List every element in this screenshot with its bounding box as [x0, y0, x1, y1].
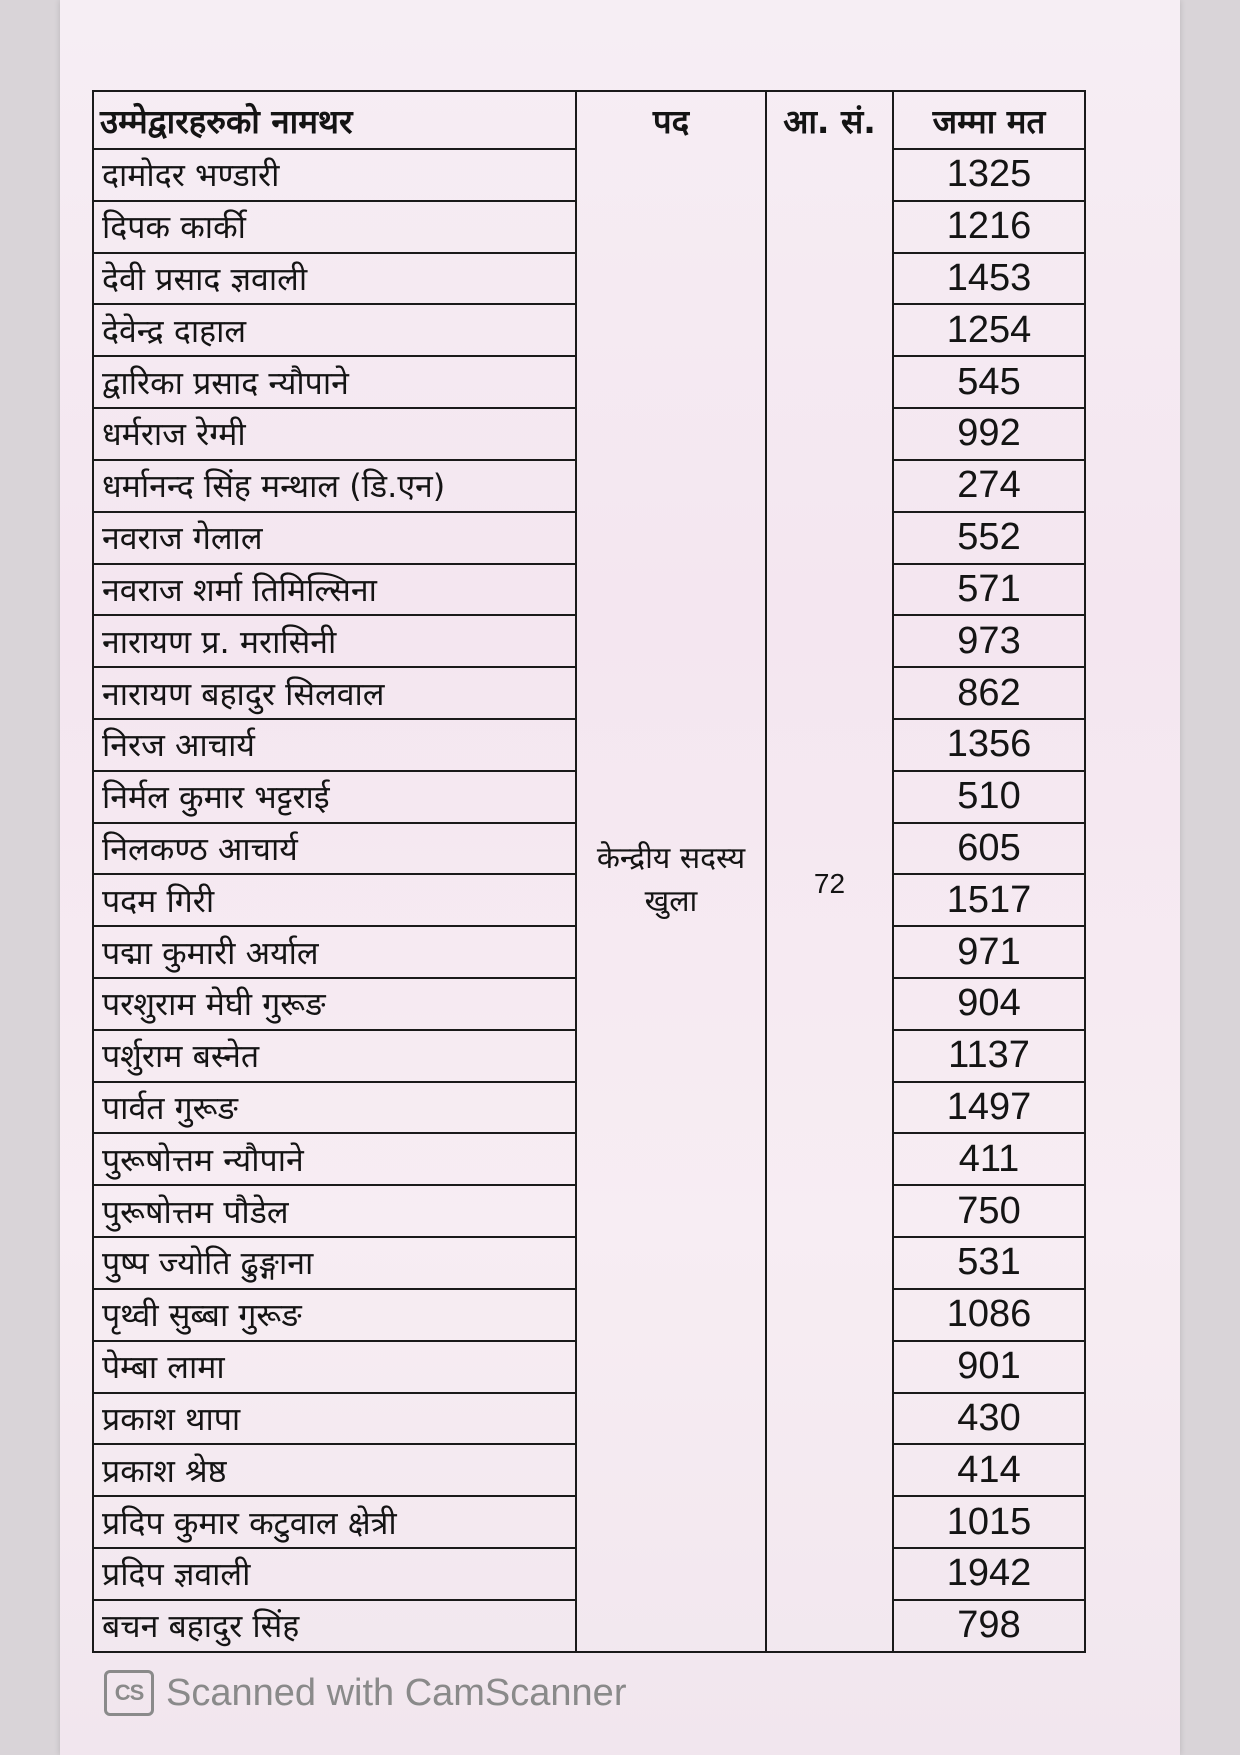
- serial-number: 72: [766, 849, 893, 901]
- table-row: [93, 253, 1085, 305]
- serial-cell-empty: [766, 460, 893, 512]
- candidate-name: पद्मा कुमारी अर्याल: [93, 926, 576, 978]
- total-votes: 571: [893, 564, 1085, 616]
- table-row: [93, 1133, 1085, 1185]
- serial-cell-empty: [766, 564, 893, 616]
- table-row: [93, 667, 1085, 719]
- header-post: पद: [576, 91, 766, 149]
- table-row: [93, 1496, 1085, 1548]
- serial-cell-empty: [766, 615, 893, 667]
- total-votes: 862: [893, 667, 1085, 719]
- table-row: [93, 149, 1085, 201]
- candidate-name: द्वारिका प्रसाद न्यौपाने: [93, 356, 576, 408]
- table-row: [93, 1548, 1085, 1600]
- total-votes: 750: [893, 1185, 1085, 1237]
- total-votes: 798: [893, 1600, 1085, 1652]
- candidate-name: नवराज शर्मा तिमिल्सिना: [93, 564, 576, 616]
- total-votes: 1137: [893, 1030, 1085, 1082]
- post-cell: [576, 823, 766, 920]
- serial-cell-empty: [766, 771, 893, 823]
- table-row: [93, 356, 1085, 408]
- candidate-name: धर्मानन्द सिंह मन्थाल (डि.एन): [93, 460, 576, 512]
- serial-cell-empty: [766, 1393, 893, 1445]
- table-row: [93, 304, 1085, 356]
- table-row: [93, 564, 1085, 616]
- post-cell-empty: [576, 1133, 766, 1185]
- total-votes: 1216: [893, 201, 1085, 253]
- table-header-row: [93, 91, 1085, 149]
- post-cell-empty: [576, 304, 766, 356]
- table-row: [93, 1341, 1085, 1393]
- serial-cell-empty: [766, 1185, 893, 1237]
- serial-cell-empty: [766, 1548, 893, 1600]
- table-row: [93, 512, 1085, 564]
- post-cell-empty: [576, 1341, 766, 1393]
- post-cell-empty: [576, 978, 766, 1030]
- candidate-name: निरज आचार्य: [93, 719, 576, 771]
- election-results-table: [92, 90, 1086, 1653]
- serial-cell-empty: [766, 253, 893, 305]
- candidate-name: पुरूषोत्तम न्यौपाने: [93, 1133, 576, 1185]
- table-row: [93, 615, 1085, 667]
- total-votes: 1254: [893, 304, 1085, 356]
- total-votes: 1517: [893, 874, 1085, 926]
- candidate-name: प्रकाश थापा: [93, 1393, 576, 1445]
- serial-cell-empty: [766, 719, 893, 771]
- total-votes: 992: [893, 408, 1085, 460]
- total-votes: 605: [893, 823, 1085, 875]
- total-votes: 411: [893, 1133, 1085, 1185]
- post-cell-empty: [576, 1082, 766, 1134]
- table-row: [93, 460, 1085, 512]
- serial-cell-empty: [766, 1082, 893, 1134]
- candidate-name: प्रकाश श्रेष्ठ: [93, 1444, 576, 1496]
- table-row: [93, 1185, 1085, 1237]
- serial-cell-empty: [766, 304, 893, 356]
- table-row: [93, 978, 1085, 1030]
- candidate-name: प्रदिप कुमार कटुवाल क्षेत्री: [93, 1496, 576, 1548]
- total-votes: 552: [893, 512, 1085, 564]
- candidate-name: प्रदिप ज्ञवाली: [93, 1548, 576, 1600]
- table-row: [93, 823, 1085, 875]
- post-cell-empty: [576, 460, 766, 512]
- total-votes: 1325: [893, 149, 1085, 201]
- total-votes: 973: [893, 615, 1085, 667]
- table-row: [93, 926, 1085, 978]
- post-label-line1: केन्द्रीय सदस्य: [596, 840, 746, 876]
- serial-cell-empty: [766, 1289, 893, 1341]
- candidate-name: पार्वत गुरूङ: [93, 1082, 576, 1134]
- total-votes: 1453: [893, 253, 1085, 305]
- post-cell-empty: [576, 771, 766, 823]
- post-label-line2: खुला: [644, 884, 698, 920]
- total-votes: 531: [893, 1237, 1085, 1289]
- watermark-text: Scanned with CamScanner: [166, 1671, 627, 1714]
- candidate-name: परशुराम मेघी गुरूङ: [93, 978, 576, 1030]
- total-votes: 414: [893, 1444, 1085, 1496]
- candidate-name: देवी प्रसाद ज्ञवाली: [93, 253, 576, 305]
- candidate-name: नारायण प्र. मरासिनी: [93, 615, 576, 667]
- table-row: [93, 771, 1085, 823]
- table-row: [93, 1289, 1085, 1341]
- candidate-name: नारायण बहादुर सिलवाल: [93, 667, 576, 719]
- post-cell-empty: [576, 1237, 766, 1289]
- post-cell-empty: [576, 1185, 766, 1237]
- serial-cell-empty: [766, 356, 893, 408]
- candidate-name: दिपक कार्की: [93, 201, 576, 253]
- table-row: [93, 1600, 1085, 1652]
- candidate-name: निर्मल कुमार भट्टराई: [93, 771, 576, 823]
- table-row: [93, 201, 1085, 253]
- serial-cell-empty: [766, 149, 893, 201]
- candidate-name: धर्मराज रेग्मी: [93, 408, 576, 460]
- candidate-name: बचन बहादुर सिंह: [93, 1600, 576, 1652]
- total-votes: 545: [893, 356, 1085, 408]
- header-total-votes: जम्मा मत: [893, 91, 1085, 149]
- serial-cell-empty: [766, 1341, 893, 1393]
- post-cell-empty: [576, 926, 766, 978]
- total-votes: 1942: [893, 1548, 1085, 1600]
- table-row: [93, 1082, 1085, 1134]
- serial-cell-empty: [766, 1496, 893, 1548]
- post-cell-empty: [576, 615, 766, 667]
- serial-cell-empty: [766, 1600, 893, 1652]
- serial-cell-empty: [766, 1030, 893, 1082]
- post-cell-empty: [576, 149, 766, 201]
- serial-cell-empty: [766, 1237, 893, 1289]
- serial-cell-empty: [766, 512, 893, 564]
- candidate-name: निलकण्ठ आचार्य: [93, 823, 576, 875]
- post-cell-empty: [576, 1030, 766, 1082]
- post-cell-empty: [576, 1496, 766, 1548]
- post-cell-empty: [576, 253, 766, 305]
- total-votes: 901: [893, 1341, 1085, 1393]
- post-cell-empty: [576, 667, 766, 719]
- serial-cell-empty: [766, 1133, 893, 1185]
- total-votes: 971: [893, 926, 1085, 978]
- post-cell-empty: [576, 356, 766, 408]
- post-cell-empty: [576, 1393, 766, 1445]
- candidate-name: नवराज गेलाल: [93, 512, 576, 564]
- post-cell-empty: [576, 1600, 766, 1652]
- total-votes: 1015: [893, 1496, 1085, 1548]
- header-serial: आ. सं.: [766, 91, 893, 149]
- post-cell-empty: [576, 1289, 766, 1341]
- post-cell-empty: [576, 1548, 766, 1600]
- serial-cell-empty: [766, 667, 893, 719]
- table-row: [93, 1237, 1085, 1289]
- candidate-name: पृथ्वी सुब्बा गुरूङ: [93, 1289, 576, 1341]
- candidate-name: देवेन्द्र दाहाल: [93, 304, 576, 356]
- total-votes: 274: [893, 460, 1085, 512]
- total-votes: 510: [893, 771, 1085, 823]
- serial-cell-empty: [766, 926, 893, 978]
- table-row: [93, 1030, 1085, 1082]
- post-cell-empty: [576, 719, 766, 771]
- total-votes: 1497: [893, 1082, 1085, 1134]
- total-votes: 904: [893, 978, 1085, 1030]
- serial-cell-empty: [766, 1444, 893, 1496]
- serial-cell-empty: [766, 201, 893, 253]
- candidate-name: पुरूषोत्तम पौडेल: [93, 1185, 576, 1237]
- post-cell-empty: [576, 512, 766, 564]
- serial-cell-empty: [766, 408, 893, 460]
- post-cell-empty: [576, 408, 766, 460]
- table-row: [93, 408, 1085, 460]
- candidate-name: पुष्प ज्योति ढुङ्गाना: [93, 1237, 576, 1289]
- table-row: [93, 1444, 1085, 1496]
- total-votes: 430: [893, 1393, 1085, 1445]
- candidate-name: पदम गिरी: [93, 874, 576, 926]
- post-cell-empty: [576, 564, 766, 616]
- camscanner-logo: CS: [104, 1670, 154, 1716]
- serial-cell-empty: [766, 978, 893, 1030]
- table-row: [93, 1393, 1085, 1445]
- candidate-name: दामोदर भण्डारी: [93, 149, 576, 201]
- post-cell-empty: [576, 201, 766, 253]
- post-cell-empty: [576, 1444, 766, 1496]
- candidate-name: पर्शुराम बस्नेत: [93, 1030, 576, 1082]
- camscanner-watermark: [104, 1668, 626, 1718]
- total-votes: 1086: [893, 1289, 1085, 1341]
- table-row: [93, 719, 1085, 771]
- header-candidate-name: उम्मेद्वारहरुको नामथर: [93, 91, 576, 149]
- total-votes: 1356: [893, 719, 1085, 771]
- candidate-name: पेम्बा लामा: [93, 1341, 576, 1393]
